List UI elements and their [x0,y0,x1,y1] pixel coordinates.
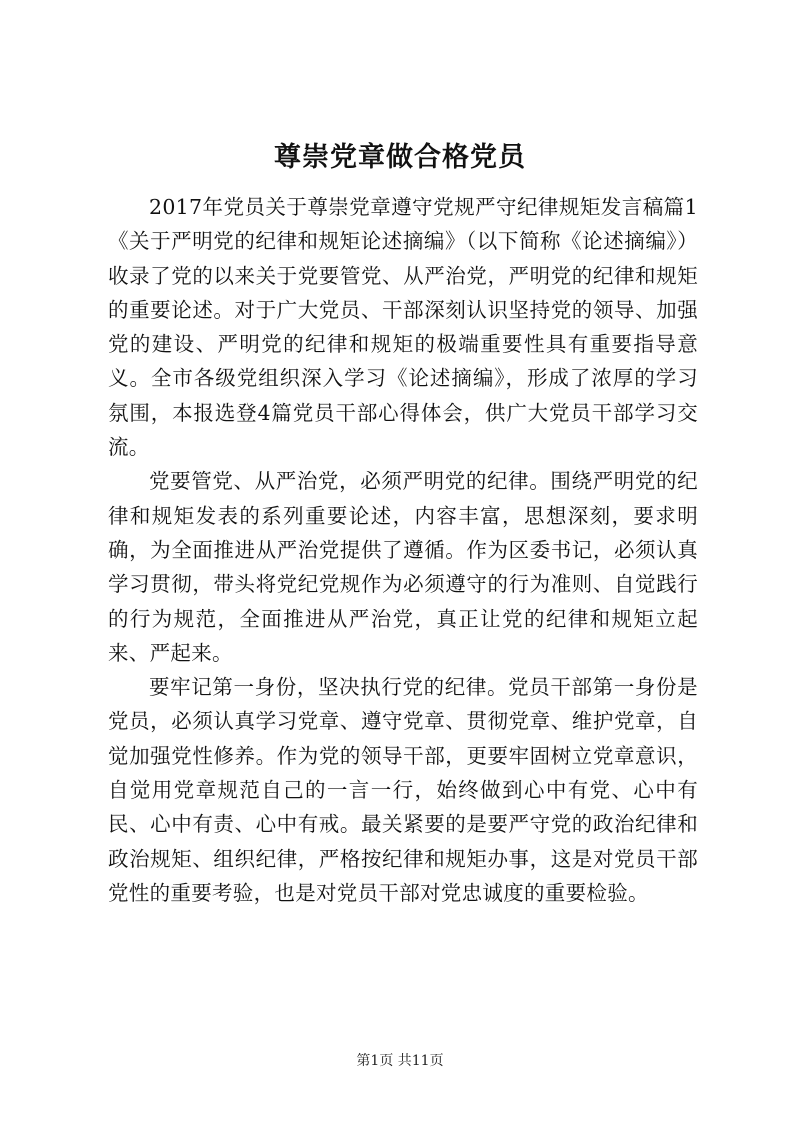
paragraph-first-identity: 要牢记第一身份，坚决执行党的纪律。党员干部第一身份是党员，必须认真学习党章、遵守党章、贯彻党章、维护党章，自觉加强党性修养。作为党的领导干部，更要牢固树立党章意识，自觉用党章规范自己的一言一行，始终做到心中有党、心中有民、心中有责、心中有戒。最关紧要的是要严守党的政治纪律和政治规矩、组织纪律，严格按纪律和规矩办事，这是对党员干部党性的重要考验，也是对党员干部对党忠诚度的重要检验。 [108,675,698,905]
document-body [108,190,698,910]
paragraph-intro: 2017年党员关于尊崇党章遵守党规严守纪律规矩发言稿篇1《关于严明党的纪律和规矩论述摘编》（以下简称《论述摘编》）收录了党的以来关于党要管党、从严治党，严明党的纪律和规矩的重要论述。对于广大党员、干部深刻认识坚持党的领导、加强党的建设、严明党的纪律和规矩的极端重要性具有重要指导意义。全市各级党组织深入学习《论述摘编》，形成了浓厚的学习氛围，本报选登4篇党员干部心得体会，供广大党员干部学习交流。 [108,195,698,460]
page-title: 尊崇党章做合格党员 [274,142,526,173]
paragraph-discipline: 党要管党、从严治党，必须严明党的纪律。围绕严明党的纪律和规矩发表的系列重要论述，内容丰富，思想深刻，要求明确，为全面推进从严治党提供了遵循。作为区委书记，必须认真学习贯彻，带头将党纪党规作为必须遵守的行为准则、自觉践行的行为规范，全面推进从严治党，真正让党的纪律和规矩立起来、严起来。 [108,469,698,665]
page-number-label: 第1页 共11页 [356,1053,444,1069]
page-footer [0,1051,800,1071]
